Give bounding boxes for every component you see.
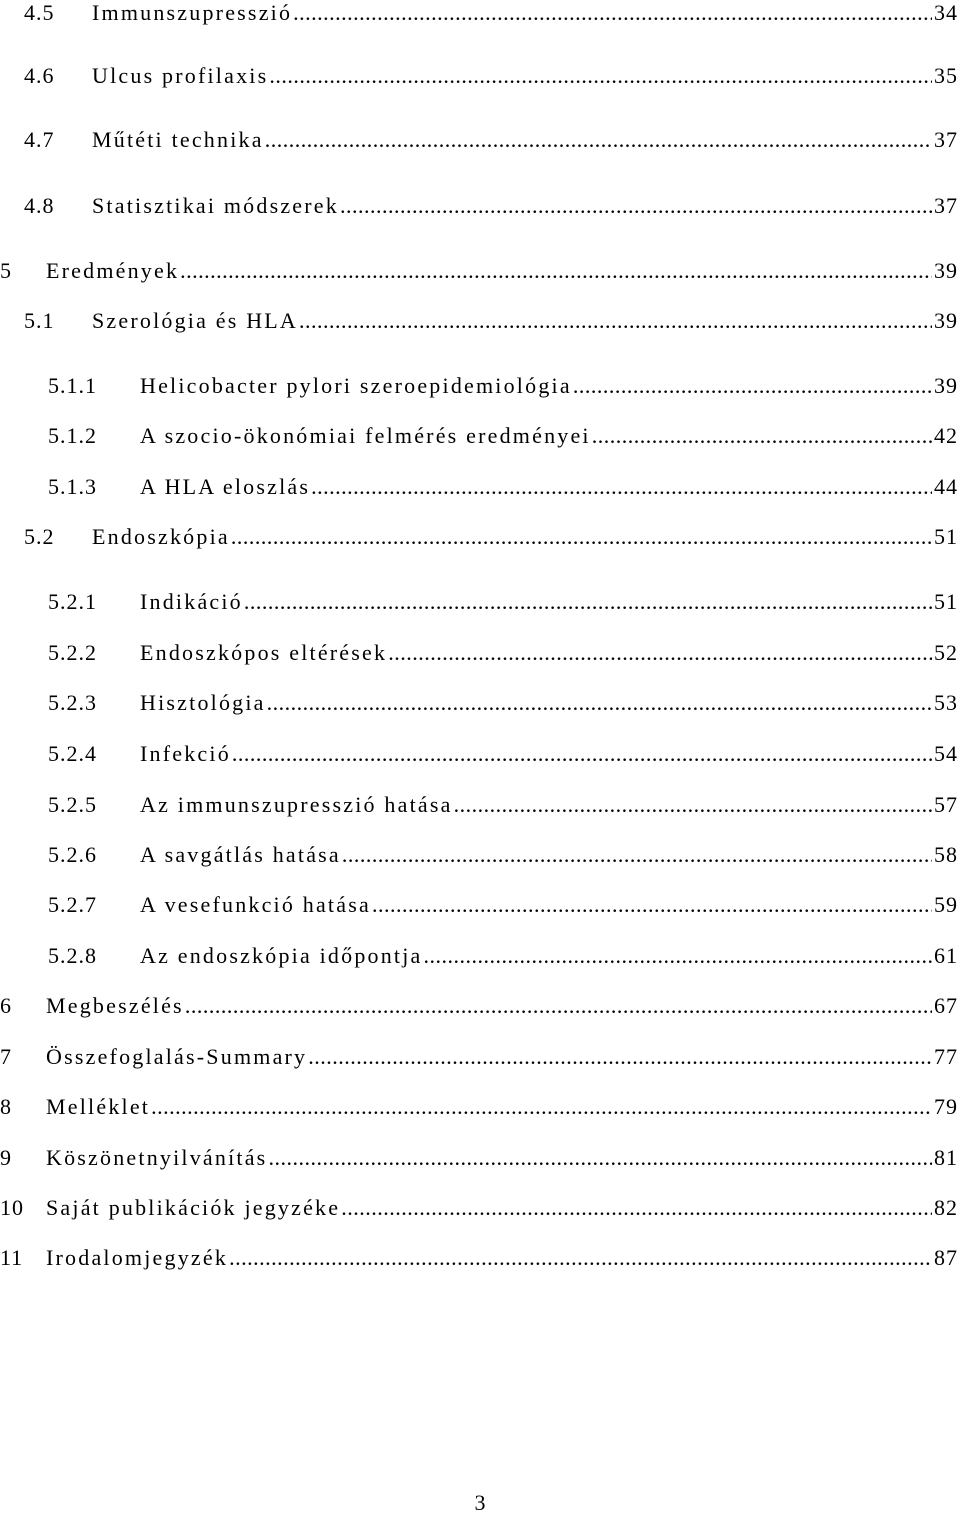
toc-entry-page: 61 [934,943,958,968]
dot-leader [231,524,932,550]
toc-entry-page: 39 [934,373,958,398]
toc-entry[interactable] [0,1094,958,1120]
toc-entry[interactable] [48,943,958,969]
dot-leader [151,1094,932,1120]
toc-entry-title: Ulcus profilaxis [92,63,269,88]
toc-entry-title: Endoszkópos eltérések [140,640,388,665]
toc-entry-number: 5.2.7 [48,892,97,917]
toc-entry-page: 54 [934,741,958,766]
dot-leader [372,892,932,918]
toc-entry[interactable] [0,1044,958,1070]
toc-entry-number: 5.1.2 [48,423,97,448]
toc-entry-page: 39 [934,308,958,333]
dot-leader [265,127,932,153]
toc-entry-page: 87 [934,1245,958,1270]
toc-entry-number: 5.2.3 [48,690,97,715]
dot-leader [185,993,932,1019]
toc-entry[interactable] [24,524,958,550]
toc-entry-title: Hisztológia [140,690,266,715]
toc-entry-title: Infekció [140,741,231,766]
toc-entry-number: 5.2.4 [48,741,97,766]
toc-entry[interactable] [0,1195,958,1221]
dot-leader [267,690,932,716]
toc-entry-page: 35 [934,63,958,88]
toc-entry-page: 58 [934,842,958,867]
toc-entry-page: 81 [934,1145,958,1170]
dot-leader [269,63,932,89]
toc-entry-title: Eredmények [46,258,180,283]
toc-entry-title: Endoszkópia [92,524,230,549]
dot-leader [388,640,932,666]
toc-entry[interactable] [48,842,958,868]
toc-entry-title: Indikáció [140,589,243,614]
toc-entry-page: 51 [934,524,958,549]
toc-entry-title: A vesefunkció hatása [140,892,371,917]
dot-leader [342,842,932,868]
toc-entry-title: A savgátlás hatása [140,842,341,867]
dot-leader [454,792,932,818]
toc-entry-number: 6 [0,993,12,1018]
toc-entry-number: 4.7 [24,127,55,152]
toc-entry[interactable] [48,892,958,918]
dot-leader [311,474,932,500]
toc-entry-number: 5 [0,258,12,283]
toc-entry-number: 5.2 [24,524,55,549]
dot-leader [424,943,932,969]
toc-entry-number: 5.2.5 [48,792,97,817]
dot-leader [573,373,932,399]
toc-entry-title: Statisztikai módszerek [92,193,339,218]
dot-leader [341,1195,932,1221]
toc-entry-number: 9 [0,1145,12,1170]
toc-entry[interactable] [0,1145,958,1171]
toc-entry-title: Szerológia és HLA [92,308,299,333]
toc-entry-number: 4.8 [24,193,55,218]
toc-entry-title: Irodalomjegyzék [46,1245,229,1270]
toc-entry-number: 5.1 [24,308,55,333]
toc-entry-page: 44 [934,474,958,499]
toc-entry[interactable] [48,741,958,767]
dot-leader [299,308,932,334]
dot-leader [180,258,932,284]
toc-entry-page: 39 [934,258,958,283]
toc-entry-page: 37 [934,127,958,152]
toc-entry-title: Melléklet [46,1094,151,1119]
page-number: 3 [474,1490,486,1515]
toc-entry-number: 4.5 [24,0,55,25]
toc-entry-number: 4.6 [24,63,55,88]
toc-entry-number: 5.2.2 [48,640,97,665]
toc-entry-number: 8 [0,1094,12,1119]
toc-entry[interactable] [48,474,958,500]
dot-leader [308,1044,932,1070]
toc-entry-title: Köszönetnyilvánítás [46,1145,268,1170]
toc-entry-page: 77 [934,1044,958,1069]
toc-entry[interactable] [0,993,958,1019]
toc-entry[interactable] [48,423,958,449]
toc-entry-title: Megbeszélés [46,993,184,1018]
dot-leader [293,0,932,26]
toc-entry-number: 7 [0,1044,12,1069]
dot-leader [268,1145,932,1171]
toc-entry-number: 5.1.1 [48,373,97,398]
toc-entry[interactable] [0,1245,958,1271]
toc-entry-number: 5.2.6 [48,842,97,867]
toc-entry-title: Saját publikációk jegyzéke [46,1195,341,1220]
toc-entry-page: 53 [934,690,958,715]
dot-leader [229,1245,932,1271]
toc-entry[interactable] [24,0,958,26]
toc-entry-page: 51 [934,589,958,614]
toc-entry-page: 37 [934,193,958,218]
toc-entry-number: 10 [0,1195,24,1220]
toc-entry-page: 34 [934,0,958,25]
toc-entry-title: Műtéti technika [92,127,264,152]
dot-leader [340,193,932,219]
toc-entry-number: 11 [0,1245,24,1270]
toc-entry[interactable] [24,308,958,334]
toc-entry-title: Összefoglalás-Summary [46,1044,308,1069]
toc-entry-page: 42 [934,423,958,448]
toc-entry-page: 59 [934,892,958,917]
toc-entry[interactable] [48,792,958,818]
toc-entry[interactable] [24,193,958,219]
toc-entry-title: Immunszupresszió [92,0,293,25]
toc-entry-title: A HLA eloszlás [140,474,311,499]
toc-entry-page: 52 [934,640,958,665]
toc-entry-number: 5.2.8 [48,943,97,968]
dot-leader [232,741,932,767]
dot-leader [592,423,932,449]
toc-entry[interactable] [24,63,958,89]
toc-entry-number: 5.2.1 [48,589,97,614]
toc-entry-page: 82 [934,1195,958,1220]
toc-entry[interactable] [48,690,958,716]
toc-entry-title: A szocio-ökonómiai felmérés eredményei [140,423,591,448]
toc-entry[interactable] [48,589,958,615]
toc-entry-title: Az immunszupresszió hatása [140,792,453,817]
toc-entry-page: 67 [934,993,958,1018]
dot-leader [244,589,932,615]
toc-entry-title: Az endoszkópia időpontja [140,943,423,968]
toc-entry-page: 57 [934,792,958,817]
toc-entry[interactable] [0,258,958,284]
toc-entry[interactable] [48,640,958,666]
toc-entry-title: Helicobacter pylori szeroepidemiológia [140,373,572,398]
toc-entry-number: 5.1.3 [48,474,97,499]
toc-entry[interactable] [48,373,958,399]
toc-entry-page: 79 [934,1094,958,1119]
toc-entry[interactable] [24,127,958,153]
